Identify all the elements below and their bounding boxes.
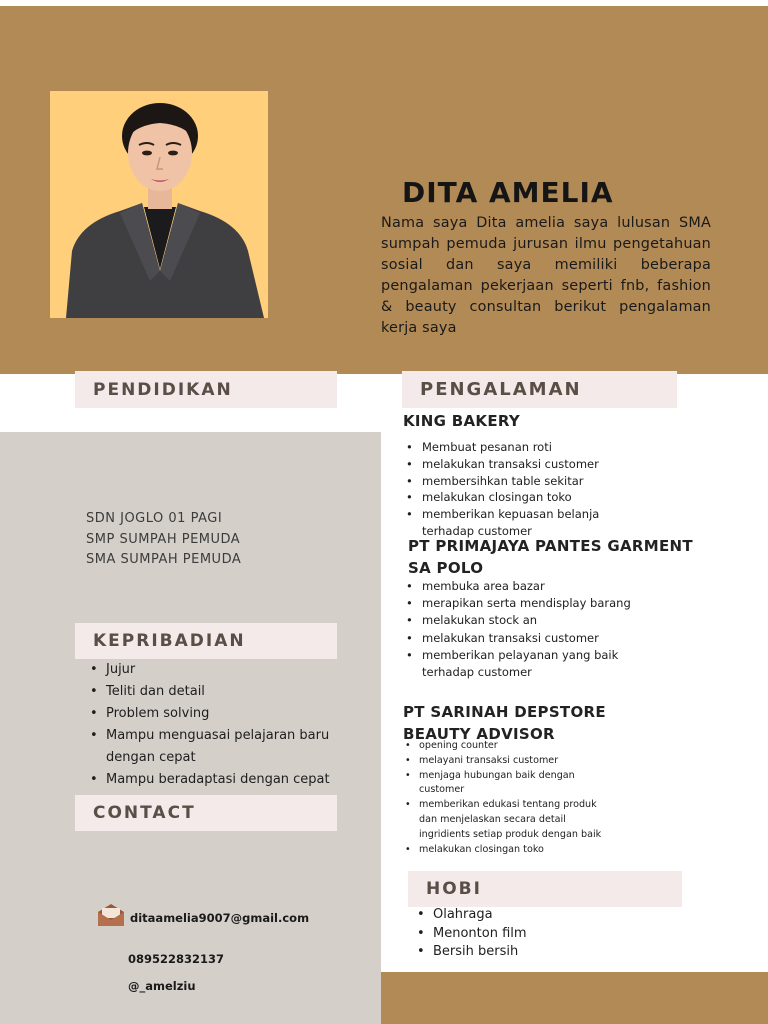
education-heading: PENDIDIKAN	[75, 371, 337, 408]
list-item: • Mampu menguasai pelajaran baru dengan cepat	[90, 725, 350, 769]
portrait-illustration	[50, 91, 268, 318]
experience-heading: PENGALAMAN	[402, 371, 677, 408]
portrait-photo	[50, 91, 268, 318]
list-item: • menjaga hubungan baik dengan customer	[405, 769, 605, 799]
list-item: • opening counter	[405, 739, 605, 754]
list-item: • Mampu beradaptasi dengan cepat	[90, 769, 350, 791]
phone-number: 089522832137	[128, 952, 225, 966]
contact-heading: CONTACT	[75, 795, 337, 831]
list-item: • melayani transaksi customer	[405, 754, 605, 769]
candidate-name: DITA AMELIA	[402, 176, 614, 209]
footer-band	[381, 972, 768, 1024]
company-name: PT SARINAH DEPSTORE BEAUTY ADVISOR	[403, 703, 606, 743]
list-item: • melakukan transaksi customer	[406, 456, 636, 473]
education-list	[86, 509, 241, 571]
list-item: • merapikan serta mendisplay barang	[406, 595, 636, 612]
list-item: • membersihkan table sekitar	[406, 473, 636, 490]
mail-icon	[96, 903, 126, 927]
education-item: SMP SUMPAH PEMUDA	[86, 531, 241, 547]
list-item: • melakukan transaksi customer	[406, 630, 636, 647]
list-item: • Menonton film	[417, 925, 527, 944]
task-list	[406, 439, 636, 540]
email-link[interactable]: ditaamelia9007@gmail.com	[130, 911, 310, 925]
list-item: • memberikan edukasi tentang produk dan menjelaskan secara detail ingridients setiap produk dengan baik	[405, 798, 605, 842]
education-item: SDN JOGLO 01 PAGI	[86, 511, 223, 526]
list-item: • memberikan pelayanan yang baik terhadap customer	[406, 647, 636, 681]
company-name: KING BAKERY	[403, 412, 521, 430]
list-item: • Bersih bersih	[417, 943, 527, 962]
list-item: • Problem solving	[90, 703, 350, 725]
list-item: • membuka area bazar	[406, 578, 636, 595]
list-item: • melakukan closingan toko	[406, 489, 636, 506]
education-item: SMA SUMPAH PEMUDA	[86, 552, 242, 567]
list-item: • melakukan stock an	[406, 612, 636, 629]
task-list	[406, 578, 636, 681]
hobby-heading: HOBI	[408, 871, 682, 907]
social-handle: @_amelziu	[128, 979, 196, 993]
list-item: • memberikan kepuasan belanja terhadap customer	[406, 506, 636, 540]
personality-heading: KEPRIBADIAN	[75, 623, 337, 659]
company-name: PT PRIMAJAYA PANTES GARMENT SA POLO	[408, 537, 693, 577]
list-item: • Jujur	[90, 659, 350, 681]
list-item: • melakukan closingan toko	[405, 843, 605, 858]
list-item: • Membuat pesanan roti	[406, 439, 636, 456]
about-text: Nama saya Dita amelia saya lulusan SMA sumpah pemuda jurusan ilmu pengetahuan sosial dan saya memiliki beberapa pengalaman pekerjaan seperti fnb, fashion & beauty consultan berikut pengalaman kerja saya	[381, 215, 711, 336]
personality-list	[90, 659, 350, 791]
task-list	[405, 739, 605, 857]
list-item: • Olahraga	[417, 906, 527, 925]
list-item: • Teliti dan detail	[90, 681, 350, 703]
hobby-list	[417, 906, 527, 962]
